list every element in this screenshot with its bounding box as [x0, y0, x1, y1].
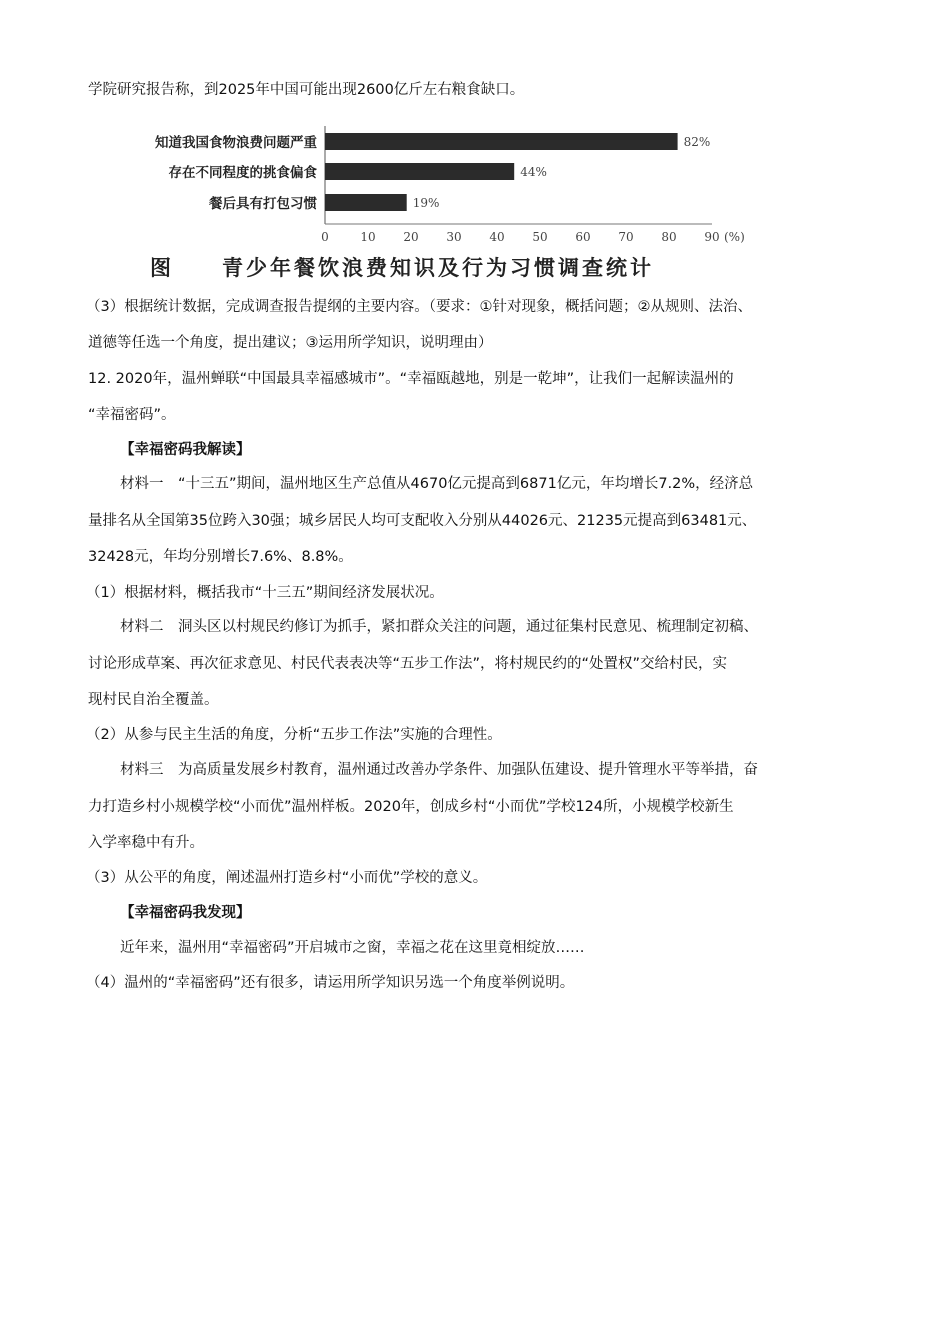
chart-title: 图 青少年餐饮浪费知识及行为习惯调查统计 — [150, 255, 654, 280]
material-3-line-2: 力打造乡村小规模学校“小而优”温州样板。2020年，创成乡村“小而优”学校124所，小规模学校新生 — [88, 799, 734, 815]
x-tick-label: 50 — [532, 230, 548, 244]
x-tick-label: 90 — [704, 230, 720, 244]
question-3-line-1: （3）根据统计数据，完成调查报告提纲的主要内容。（要求：①针对现象，概括问题；②从规则、法治、 — [86, 299, 752, 315]
x-tick-label: 80 — [661, 230, 677, 244]
x-tick-label: 10 — [360, 230, 376, 244]
category-label: 知道我国食物浪费问题严重 — [155, 135, 317, 151]
x-tick-label: 70 — [618, 230, 634, 244]
x-tick-label: 30 — [446, 230, 462, 244]
x-tick-label: 40 — [489, 230, 505, 244]
discover-paragraph: 近年来，温州用“幸福密码”开启城市之窗，幸福之花在这里竟相绽放…… — [120, 940, 585, 956]
category-label: 餐后具有打包习惯 — [209, 196, 317, 212]
question-3-line-2: 道德等任选一个角度，提出建议；③运用所学知识，说明理由） — [88, 335, 493, 351]
sub-question-2: （2）从参与民主生活的角度，分析“五步工作法”实施的合理性。 — [86, 727, 502, 743]
material-3-line-1: 材料三 为高质量发展乡村教育，温州通过改善办学条件、加强队伍建设、提升管理水平等举措，奋 — [120, 762, 758, 778]
section-heading-interpret: 【幸福密码我解读】 — [120, 442, 251, 458]
material-2-line-2: 讨论形成草案、再次征求意见、村民代表表决等“五步工作法”，将村规民约的“处置权”交给村民，实 — [88, 656, 728, 672]
material-3-line-3: 入学率稳中有升。 — [88, 835, 204, 851]
bar-value-label: 19% — [412, 196, 440, 210]
sub-question-3: （3）从公平的角度，阐述温州打造乡村“小而优”学校的意义。 — [86, 870, 488, 886]
bar-value-label: 82% — [683, 135, 711, 149]
section-heading-discover: 【幸福密码我发现】 — [120, 905, 251, 921]
bar-value-label: 44% — [520, 165, 547, 179]
bar — [325, 194, 407, 211]
bar — [325, 163, 514, 180]
material-1-line-1: 材料一 “十三五”期间，温州地区生产总值从4670亿元提高到6871亿元，年均增长7.2%，经济总 — [120, 476, 754, 492]
material-1-line-3: 32428元，年均分别增长7.6%、8.8%。 — [88, 549, 353, 565]
x-axis-unit-label: (%) — [724, 230, 745, 244]
x-tick-label: 60 — [575, 230, 591, 244]
sub-question-1: （1）根据材料，概括我市“十三五”期间经济发展状况。 — [86, 585, 444, 601]
x-tick-label: 0 — [321, 230, 329, 244]
bar — [325, 133, 678, 150]
sub-question-4: （4）温州的“幸福密码”还有很多，请运用所学知识另选一个角度举例说明。 — [86, 975, 575, 991]
intro-line: 学院研究报告称，到2025年中国可能出现2600亿斤左右粮食缺口。 — [88, 82, 525, 98]
category-label: 存在不同程度的挑食偏食 — [168, 165, 317, 181]
question-12-line-1: 12. 2020年，温州蝉联“中国最具幸福感城市”。“幸福瓯越地，别是一乾坤”，让我们一起解读温州的 — [88, 371, 734, 387]
material-2-line-3: 现村民自治全覆盖。 — [88, 692, 219, 708]
material-2-line-1: 材料二 洞头区以村规民约修订为抓手，紧扣群众关注的问题，通过征集村民意见、梳理制定初稿、 — [120, 619, 758, 635]
material-1-line-2: 量排名从全国第35位跨入30强；城乡居民人均可支配收入分别从44026元、21235元提高到63481元、 — [88, 513, 757, 529]
question-12-line-2: “幸福密码”。 — [88, 407, 176, 423]
x-tick-label: 20 — [403, 230, 419, 244]
bar-chart — [88, 118, 788, 250]
